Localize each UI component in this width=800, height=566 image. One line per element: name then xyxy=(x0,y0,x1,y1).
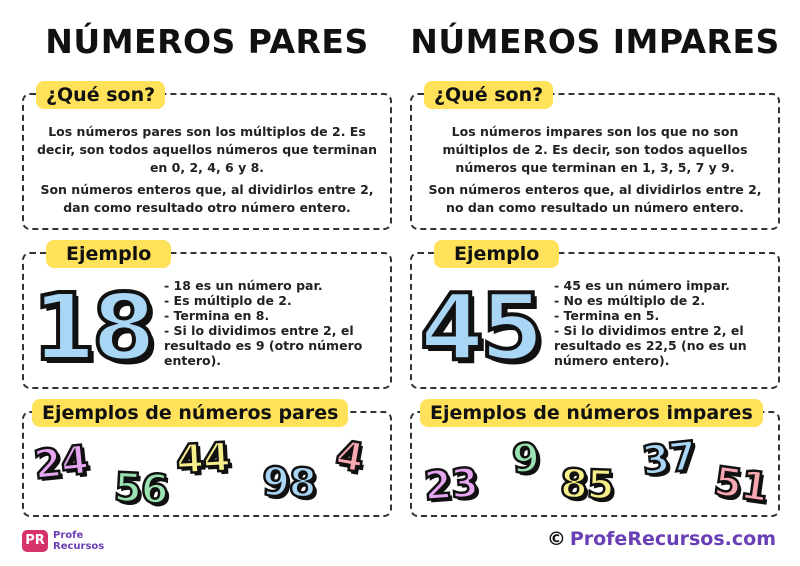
example-number: 37 xyxy=(639,433,698,485)
bullet-item: - Es múltiplo de 2. xyxy=(164,293,292,308)
logo-mark: PR xyxy=(22,530,48,552)
impares-definition-text: Los números impares son los que no son múltiplos de 2. Es decir, son todos aquellos números que terminan en 1, 3, 5, 7 y 9. xyxy=(442,124,748,175)
pares-definition-text-2: Son números enteros que, al dividirlos entre 2, dan como resultado otro número entero. xyxy=(40,182,374,215)
pares-example-box xyxy=(22,243,392,389)
profe-recursos-logo xyxy=(22,530,104,552)
example-number: 51 xyxy=(711,458,771,512)
bullet-item: - Termina en 5. xyxy=(554,308,660,323)
example-number: 23 xyxy=(422,460,480,510)
pares-example-number: 18 xyxy=(32,274,153,381)
pares-example-label: Ejemplo xyxy=(46,240,171,268)
impares-definition-box xyxy=(410,84,780,230)
pares-definition-text: Los números pares son los múltiplos de 2. Es decir, son todos aquellos números que terminan en 0, 2, 4, 6 y 8. xyxy=(36,124,378,175)
bullet-item: - 18 es un número par. xyxy=(164,278,323,293)
bullet-item: - Si lo dividimos entre 2, el resultado es 22,5 (no es un número entero). xyxy=(554,323,747,368)
site-url xyxy=(547,528,776,550)
logo-line-1: Profe xyxy=(53,530,84,541)
pares-example-bullets xyxy=(164,278,386,368)
bullet-item: - 45 es un número impar. xyxy=(554,278,730,293)
impares-what-label: ¿Qué son? xyxy=(424,81,553,109)
pares-examples-label: Ejemplos de números pares xyxy=(32,399,348,427)
copyright-icon: © xyxy=(546,528,566,550)
example-number: 98 xyxy=(261,459,317,507)
impares-examples-box xyxy=(410,402,780,517)
logo-wordmark xyxy=(53,530,104,552)
impares-examples-label: Ejemplos de números impares xyxy=(420,399,763,427)
impares-title: NÚMEROS IMPARES xyxy=(410,22,780,61)
impares-column xyxy=(410,0,780,566)
example-number: 85 xyxy=(559,461,615,509)
example-number: 9 xyxy=(510,435,541,483)
example-number: 4 xyxy=(332,432,367,482)
example-number: 56 xyxy=(112,464,169,514)
impares-example-box xyxy=(410,243,780,389)
bullet-item: - Si lo dividimos entre 2, el resultado es 9 (otro número entero). xyxy=(164,323,363,368)
pares-column xyxy=(22,0,392,566)
logo-line-2: Recursos xyxy=(53,541,105,552)
example-number: 24 xyxy=(31,437,90,489)
pares-title: NÚMEROS PARES xyxy=(45,22,369,61)
site-url-text: ProfeRecursos.com xyxy=(569,528,776,550)
impares-example-label: Ejemplo xyxy=(434,240,559,268)
pares-definition-box xyxy=(22,84,392,230)
impares-definition-text-2: Son números enteros que, al dividirlos entre 2, no dan como resultado un número entero. xyxy=(428,182,762,215)
bullet-item: - No es múltiplo de 2. xyxy=(554,293,706,308)
pares-examples-box xyxy=(22,402,392,517)
bullet-item: - Termina en 8. xyxy=(164,308,270,323)
impares-example-bullets xyxy=(554,278,774,368)
example-number: 44 xyxy=(174,434,231,484)
pares-what-label: ¿Qué son? xyxy=(36,81,165,109)
impares-example-number: 45 xyxy=(420,274,541,381)
